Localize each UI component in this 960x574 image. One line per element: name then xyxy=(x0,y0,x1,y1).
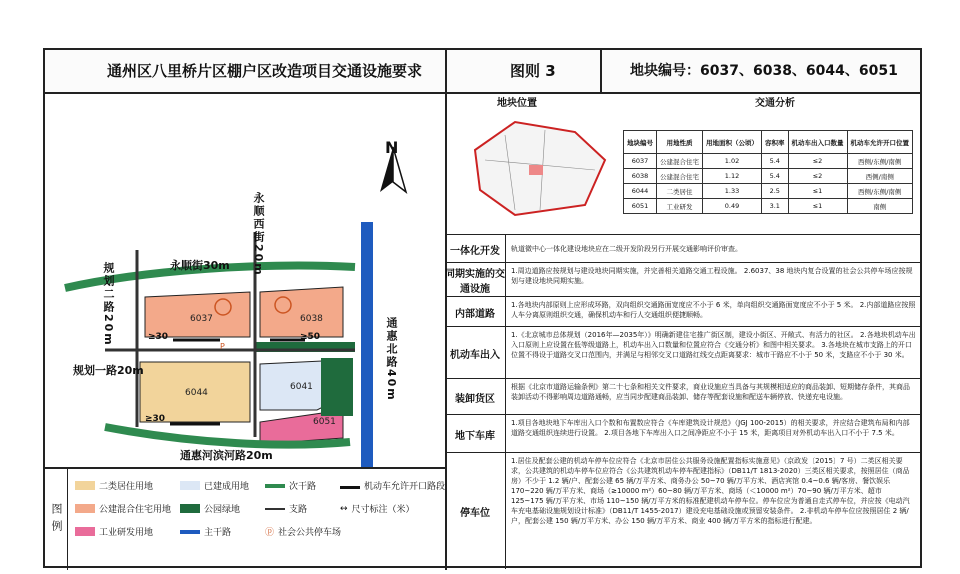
legend-item: 支路 xyxy=(265,502,307,515)
legend-item: ⓟ 社会公共停车场 xyxy=(265,528,342,538)
legend-item: 机动车允许开口路段 xyxy=(340,479,445,492)
figure-number: 图则 3 xyxy=(510,62,556,80)
analysis-table: 地块编号 用地性质 用地面积（公顷） 容积率 机动车出入口数量 机动车允许开口位置 6037 公建混合住宅 1.02 5.4 ≤2 西侧/东侧/南侧 6038 公建混合住宅 1.12 5.4 ≤2 西侧/南侧 6044 二类居住 1.33 2.5 ≤1 西侧/东侧/南侧 6051 工业研发 0.49 3.1 ≤1 南侧 xyxy=(623,130,913,214)
analysis-heading: 交通分析 xyxy=(755,98,795,109)
park-green-strip xyxy=(321,358,353,416)
parcel-label: 6041 xyxy=(290,382,313,392)
legend-item: ↔ 尺寸标注（米） xyxy=(340,503,415,515)
road-label-guihua1: 规划一路20m xyxy=(73,364,144,377)
legend xyxy=(45,467,447,570)
legend-item: 公园绿地 xyxy=(180,502,240,515)
req-underground-garage: 地下车库 1.项目各地块地下车库出入口个数和布置数应符合《车库建筑设计规范》（JGJ 100-2015）的相关要求，并应结合建筑布局和内部道路交通组织连续进行设置。 2.项目各地下车库出入口之间净距应不小于 15 米，距离项目对外机动车出入口不小于 7.5 米。 xyxy=(445,414,922,453)
road-label-tonghuibei: 通惠北路40m xyxy=(385,317,398,402)
plan-sheet xyxy=(43,48,922,568)
req-internal-roads: 内部道路 1.各地块内部原则上应形成环路，双向组织交通路面宽度应不小于 6 米，单向组织交通路面宽度应不小于 5 米。 2.内部道路应按照人车分离原则组织交通，确保机动车和行人交通组织便捷顺畅。 xyxy=(445,296,922,327)
legend-item: 公建混合住宅用地 xyxy=(75,502,171,515)
parcel-label: 6038 xyxy=(300,314,323,324)
location-analysis xyxy=(445,92,922,235)
legend-item: 工业研发用地 xyxy=(75,525,153,538)
legend-item: 二类居住用地 xyxy=(75,479,153,492)
dimension-label: ≥30 xyxy=(148,332,169,342)
north-label: N xyxy=(385,138,399,157)
parcel-label: 6044 xyxy=(185,388,208,398)
parcel-codes: 地块编号：6037、6038、6044、6051 xyxy=(630,63,898,79)
location-heading: 地块位置 xyxy=(497,98,537,109)
location-map xyxy=(455,110,615,220)
page-title: 通州区八里桥片区棚户区改造项目交通设施要求 xyxy=(107,62,423,80)
table-row: 6037 公建混合住宅 1.02 5.4 ≤2 西侧/东侧/南侧 xyxy=(624,154,913,169)
parking-label: P xyxy=(220,342,225,351)
table-row: 6051 工业研发 0.49 3.1 ≤1 南侧 xyxy=(624,199,913,214)
req-vehicle-access: 机动车出入 1.《北京城市总体规划（2016年—2035年）》明确新建住宅推广街区制，建设小街区、开敞式、有活力的社区。 2.各地块机动车出入口原则上应设置在低等级道路上，机动车出入口数量和位置应符合《交通分析》和图中相关要求。 3.各地块在城市支路上的开口位置不得设于道路交叉口范围内，并满足与相邻交叉口道路红线交点距离要求：城市干路应不小于 50 米，支路应不小于 30 米。 xyxy=(445,326,922,379)
table-row: 6044 二类居住 1.33 2.5 ≤1 西侧/东侧/南侧 xyxy=(624,184,913,199)
road-label-guihua2: 规划二路20m xyxy=(102,262,115,347)
dimension-label: ≥30 xyxy=(145,414,166,424)
title-bar xyxy=(45,50,920,94)
req-sync-facilities: 同期实施的交通设施 1.周边道路应按规划与建设地块同期实施，并完善相关道路交通工程设施。 2.6037、38 地块内复合设置的社会公共停车场应按规划与建设地块同期实施。 xyxy=(445,262,922,297)
legend-title: 图例 xyxy=(45,469,68,570)
parcel-label: 6051 xyxy=(313,417,336,427)
title-divider xyxy=(600,50,602,92)
req-loading-area: 装卸货区 根据《北京市道路运输条例》第二十七条和相关文件要求，商业设施应当具备与其规模相适应的商品装卸、短期储存条件，其商品装卸活动不得影响周边道路通畅，应当同步配建商品装卸、储存等配套设施和配送车辆停放、快递充电设施。 xyxy=(445,378,922,415)
legend-item: 次干路 xyxy=(265,479,316,492)
parcel-label: 6037 xyxy=(190,314,213,324)
dimension-label: ≥50 xyxy=(300,332,321,342)
parcel-6038 xyxy=(260,287,343,337)
table-row: 6038 公建混合住宅 1.12 5.4 ≤2 西侧/南侧 xyxy=(624,169,913,184)
road-label-tonghuihe: 通惠河滨河路20m xyxy=(180,449,273,462)
road-label-yongshunxi: 永顺西街20m xyxy=(252,192,265,277)
title-divider xyxy=(445,50,447,92)
requirements-panel xyxy=(445,92,922,568)
legend-item: 已建成用地 xyxy=(180,479,249,492)
legend-item: 主干路 xyxy=(180,525,231,538)
req-parking: 停车位 1.居住及配套公建的机动车停车位应符合《北京市居住公共服务设施配置指标实施意见》（京政发〔2015〕7 号）二类区相关要求，公共建筑的机动车停车位应符合《公共建筑机动车停车配建指标》（DB11/T 1813-2020）三类区相关要求，按照居住（商品房）不少于 1.2 辆/户、配套公建 65 辆/万平方米、商务办公 50~70 辆/万平方米、酒店宾馆 0.4~0.6 辆/客房、餐饮娱乐 170~220 辆/万平方米、商场（≥10000 m²）60~80 辆/万平方米、商场（＜10000 m²）70~90 辆/万平方米、超市 125~175 辆/万平方米、市场 110~150 辆/万平方米的标准配建机动车停车位。停车位应为普通自走式停车位，并应按《电动汽车充电基础设施规划设计标准》（DB11/T 1455-2017）建设充电基础设施或预留安装条件。 2.非机动车停车位应按照居住 2 辆/户，配套公建 150 辆/万平方米、办公 150 辆/万平方米、商业 400 辆/万平方米的指标进行配建。 xyxy=(445,452,922,569)
site-map xyxy=(45,92,447,467)
road-label-yongshun: 永顺街30m xyxy=(170,259,230,272)
req-integration: 一体化开发 轨道微中心一体化建设地块应在二级开发阶段另行开展交通影响评价审查。 xyxy=(445,234,922,263)
